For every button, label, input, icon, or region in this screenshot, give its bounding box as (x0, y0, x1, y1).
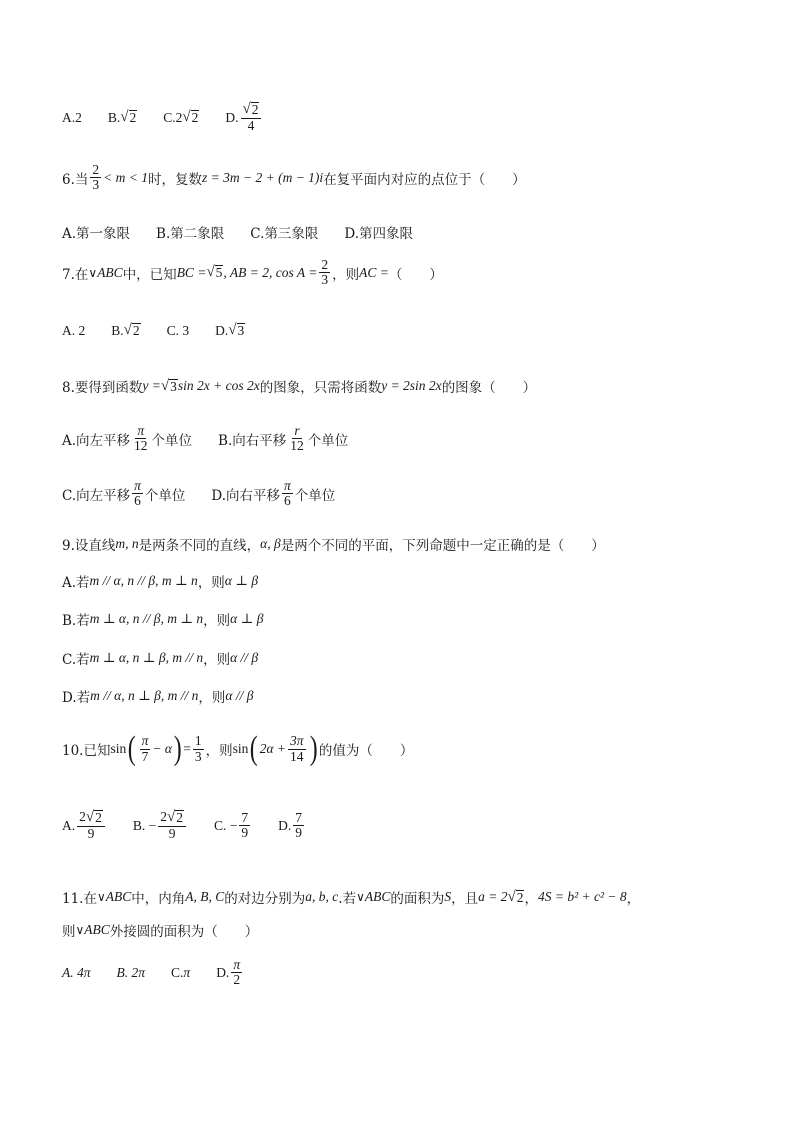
q5-options (62, 102, 289, 133)
q9-option-c: C.若 m ⊥ α, n ⊥ β, m // n ，则 α // β (62, 650, 259, 668)
q8-stem: 8.要得到函数 y = √ 3 sin 2x + cos 2x 的图象，只需将函数 y = 2sin 2x 的图象（ ） (62, 377, 537, 396)
q8-option-b: B.向右平移 $\frac{r}{12}$ 个单位 (218, 423, 349, 454)
q10-option-d: D. $\frac{7}{9}$ (278, 809, 302, 840)
q10-option-c: C. − $\frac{7}{9}$ (213, 809, 249, 840)
q7-options (62, 322, 271, 339)
q11-stem-line1: 11.在 ∨ ABC 中，内角 A, B, C 的对边分别为 a, b, c .若 ∨ ABC 的面积为 S ，且 a = 2 √ 2 ， 4S = b² + c² − 8 ， (62, 888, 641, 907)
q11-option-d: D. $\frac{\pi}{2}$ (216, 957, 241, 988)
q6-options (62, 222, 439, 242)
q7-option-d: D. √ 3 (215, 322, 245, 339)
q7-option-b: B. √ 2 (111, 322, 140, 339)
q6-option-c: C.第三象限 (250, 226, 319, 242)
q7-stem: 7.在 ∨ ABC 中，已知 BC = √ 5 , AB = 2, cos A = $\frac{2}{3}$ ，则 AC = （ ） (62, 257, 443, 288)
q7-option-c: C. 3 (166, 322, 190, 338)
q11-option-a: A. 4π (62, 964, 91, 980)
q8-options-row1 (62, 424, 374, 453)
q6-option-a: A.第一象限 (62, 226, 131, 242)
q5-option-b: B. √ 2 (107, 109, 137, 126)
q11-stem-line2: 则 ∨ ABC 外接圆的面积为（ ） (62, 922, 259, 940)
q8-option-a: A.向左平移 $\frac{\pi}{12}$ 个单位 (62, 423, 193, 454)
q5-option-d: D. √ 2 4 (225, 102, 263, 133)
q8-options-row2 (62, 479, 361, 508)
q5-option-c: C. 2 √ 2 (163, 109, 199, 126)
q8-option-d: D.向右平移 $\frac{\pi}{6}$ 个单位 (211, 478, 336, 509)
q6-stem: 6.当 $\frac{2}{3}$ < m < 1 时，复数 z = 3m − 2 + (m − 1)i 在复平面内对应的点位于（ ） (62, 162, 526, 193)
q9-option-b: B.若 m ⊥ α, n // β, m ⊥ n ，则 α ⊥ β (62, 611, 264, 629)
q10-option-a: A. 2 √ 2 9 (62, 810, 107, 841)
q9-option-a: A.若 m // α, n // β, m ⊥ n ，则 α ⊥ β (62, 573, 259, 591)
q9-option-d: D.若 m // α, n ⊥ β, m // n ，则 α // β (62, 688, 254, 706)
q5-option-a: A.2 (62, 109, 82, 125)
q11-options (62, 958, 270, 987)
q6-option-b: B.第二象限 (156, 226, 225, 242)
q7-option-a: A. 2 (62, 322, 86, 338)
q6-option-d: D.第四象限 (344, 226, 414, 242)
q10-options (62, 810, 332, 841)
q11-option-b: B. 2π (116, 964, 146, 980)
q11-option-c: C. π (171, 964, 191, 980)
q8-option-c: C.向左平移 $\frac{\pi}{6}$ 个单位 (62, 478, 186, 509)
q9-stem: 9.设直线 m, n 是两条不同的直线， α, β 是两个不同的平面，下列命题中一定正确的是（ ） (62, 536, 605, 554)
q10-stem: 10.已知 sin ( $\frac{\pi}{7}$ − α ) = $\frac{1}{3}$ ，则 sin ( 2α + $\frac{3\pi}{14}$ ) 的值为（ ） (62, 730, 414, 767)
q10-option-b: B. − 2 √ 2 9 (133, 810, 188, 841)
